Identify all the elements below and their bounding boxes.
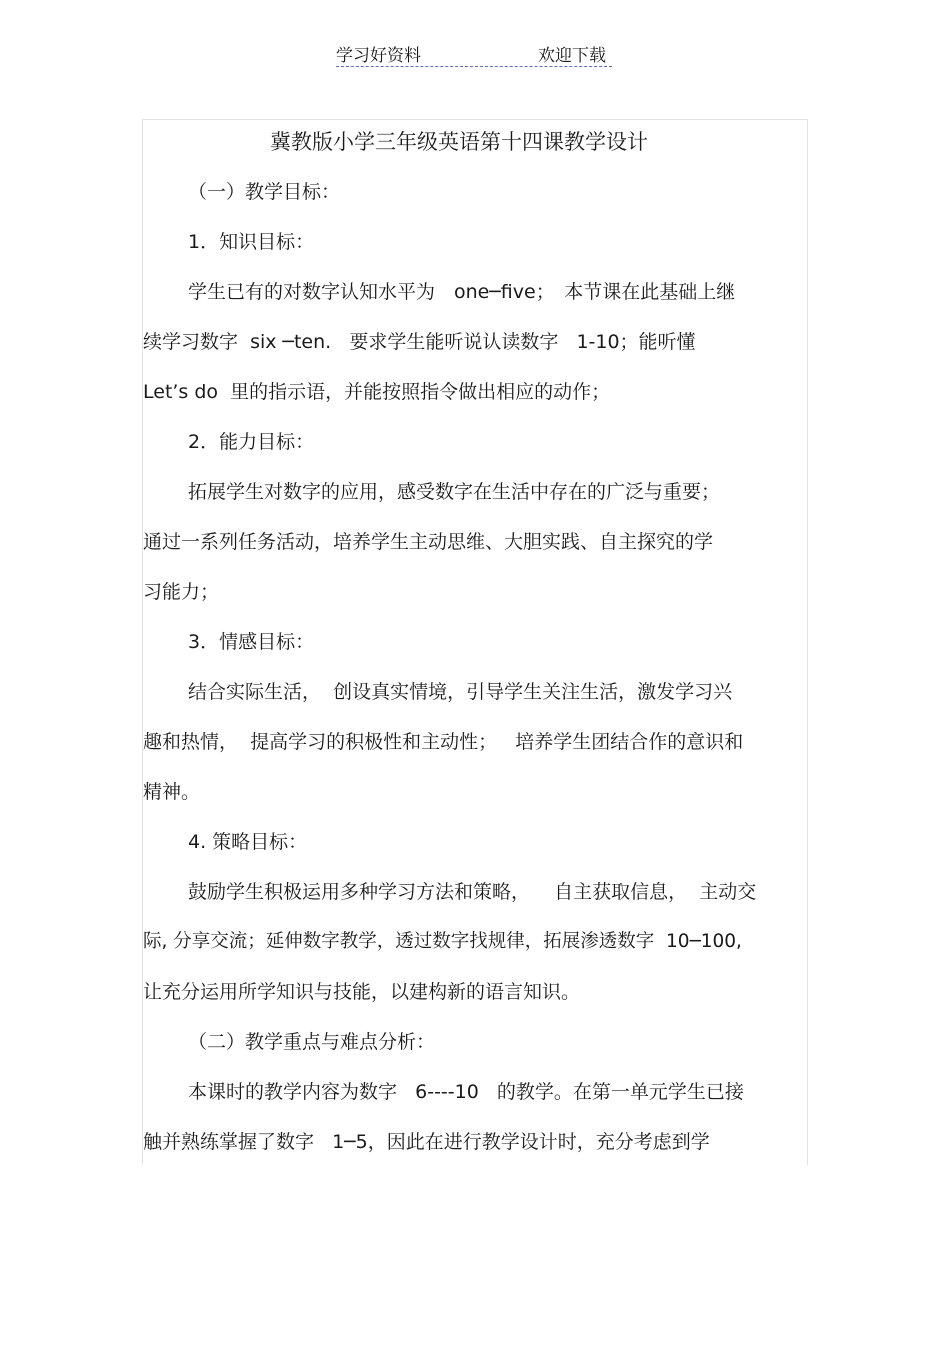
- paragraph-line: 拓展学生对数字的应用，感受数字在生活中存在的广泛与重要；: [188, 481, 721, 503]
- paragraph-line: 际, 分享交流；延伸数字教学，透过数字找规律，拓展渗透数字 10─100,: [143, 931, 742, 952]
- paragraph-line: 鼓励学生积极运用多种学习方法和策略， 自主获取信息， 主动交: [188, 881, 757, 903]
- paragraph-line: 学生已有的对数字认知水平为 one─five； 本节课在此基础上继: [188, 281, 736, 303]
- paragraph-line: 通过一系列任务活动，培养学生主动思维、大胆实践、自主探究的学: [143, 531, 714, 553]
- paragraph-line: 续学习数字 six ─ten. 要求学生能听说认读数字 1-10；能听懂: [143, 331, 696, 353]
- subsection-heading: 2．能力目标：: [188, 431, 315, 453]
- paragraph-line: 精神。: [143, 781, 201, 803]
- paragraph-line: 让充分运用所学知识与技能，以建构新的语言知识。: [143, 981, 581, 1003]
- subsection-heading: 1．知识目标：: [188, 231, 315, 253]
- header-left-text: 学习好资料: [336, 46, 421, 66]
- paragraph-line: 趣和热情， 提高学习的积极性和主动性； 培养学生团结合作的意识和: [143, 731, 744, 753]
- paragraph-line: 结合实际生活， 创设真实情境，引导学生关注生活，激发学习兴: [188, 681, 733, 703]
- section-heading: （一）教学目标：: [188, 181, 341, 203]
- header-right-text: 欢迎下载: [538, 46, 606, 66]
- paragraph-line: 本课时的教学内容为数字 6----10 的教学。在第一单元学生已接: [188, 1081, 744, 1103]
- paragraph-line: 习能力；: [143, 581, 220, 603]
- section-heading: （二）教学重点与难点分析：: [188, 1031, 436, 1053]
- subsection-heading: 4. 策略目标：: [188, 831, 308, 853]
- paragraph-line: 触并熟练掌握了数字 1─5，因此在进行教学设计时，充分考虑到学: [143, 1131, 710, 1153]
- document-title: 冀教版小学三年级英语第十四课教学设计: [270, 130, 648, 154]
- subsection-heading: 3．情感目标：: [188, 631, 315, 653]
- page-header: [336, 40, 612, 67]
- paragraph-line: Let’s do 里的指示语，并能按照指令做出相应的动作；: [143, 381, 611, 403]
